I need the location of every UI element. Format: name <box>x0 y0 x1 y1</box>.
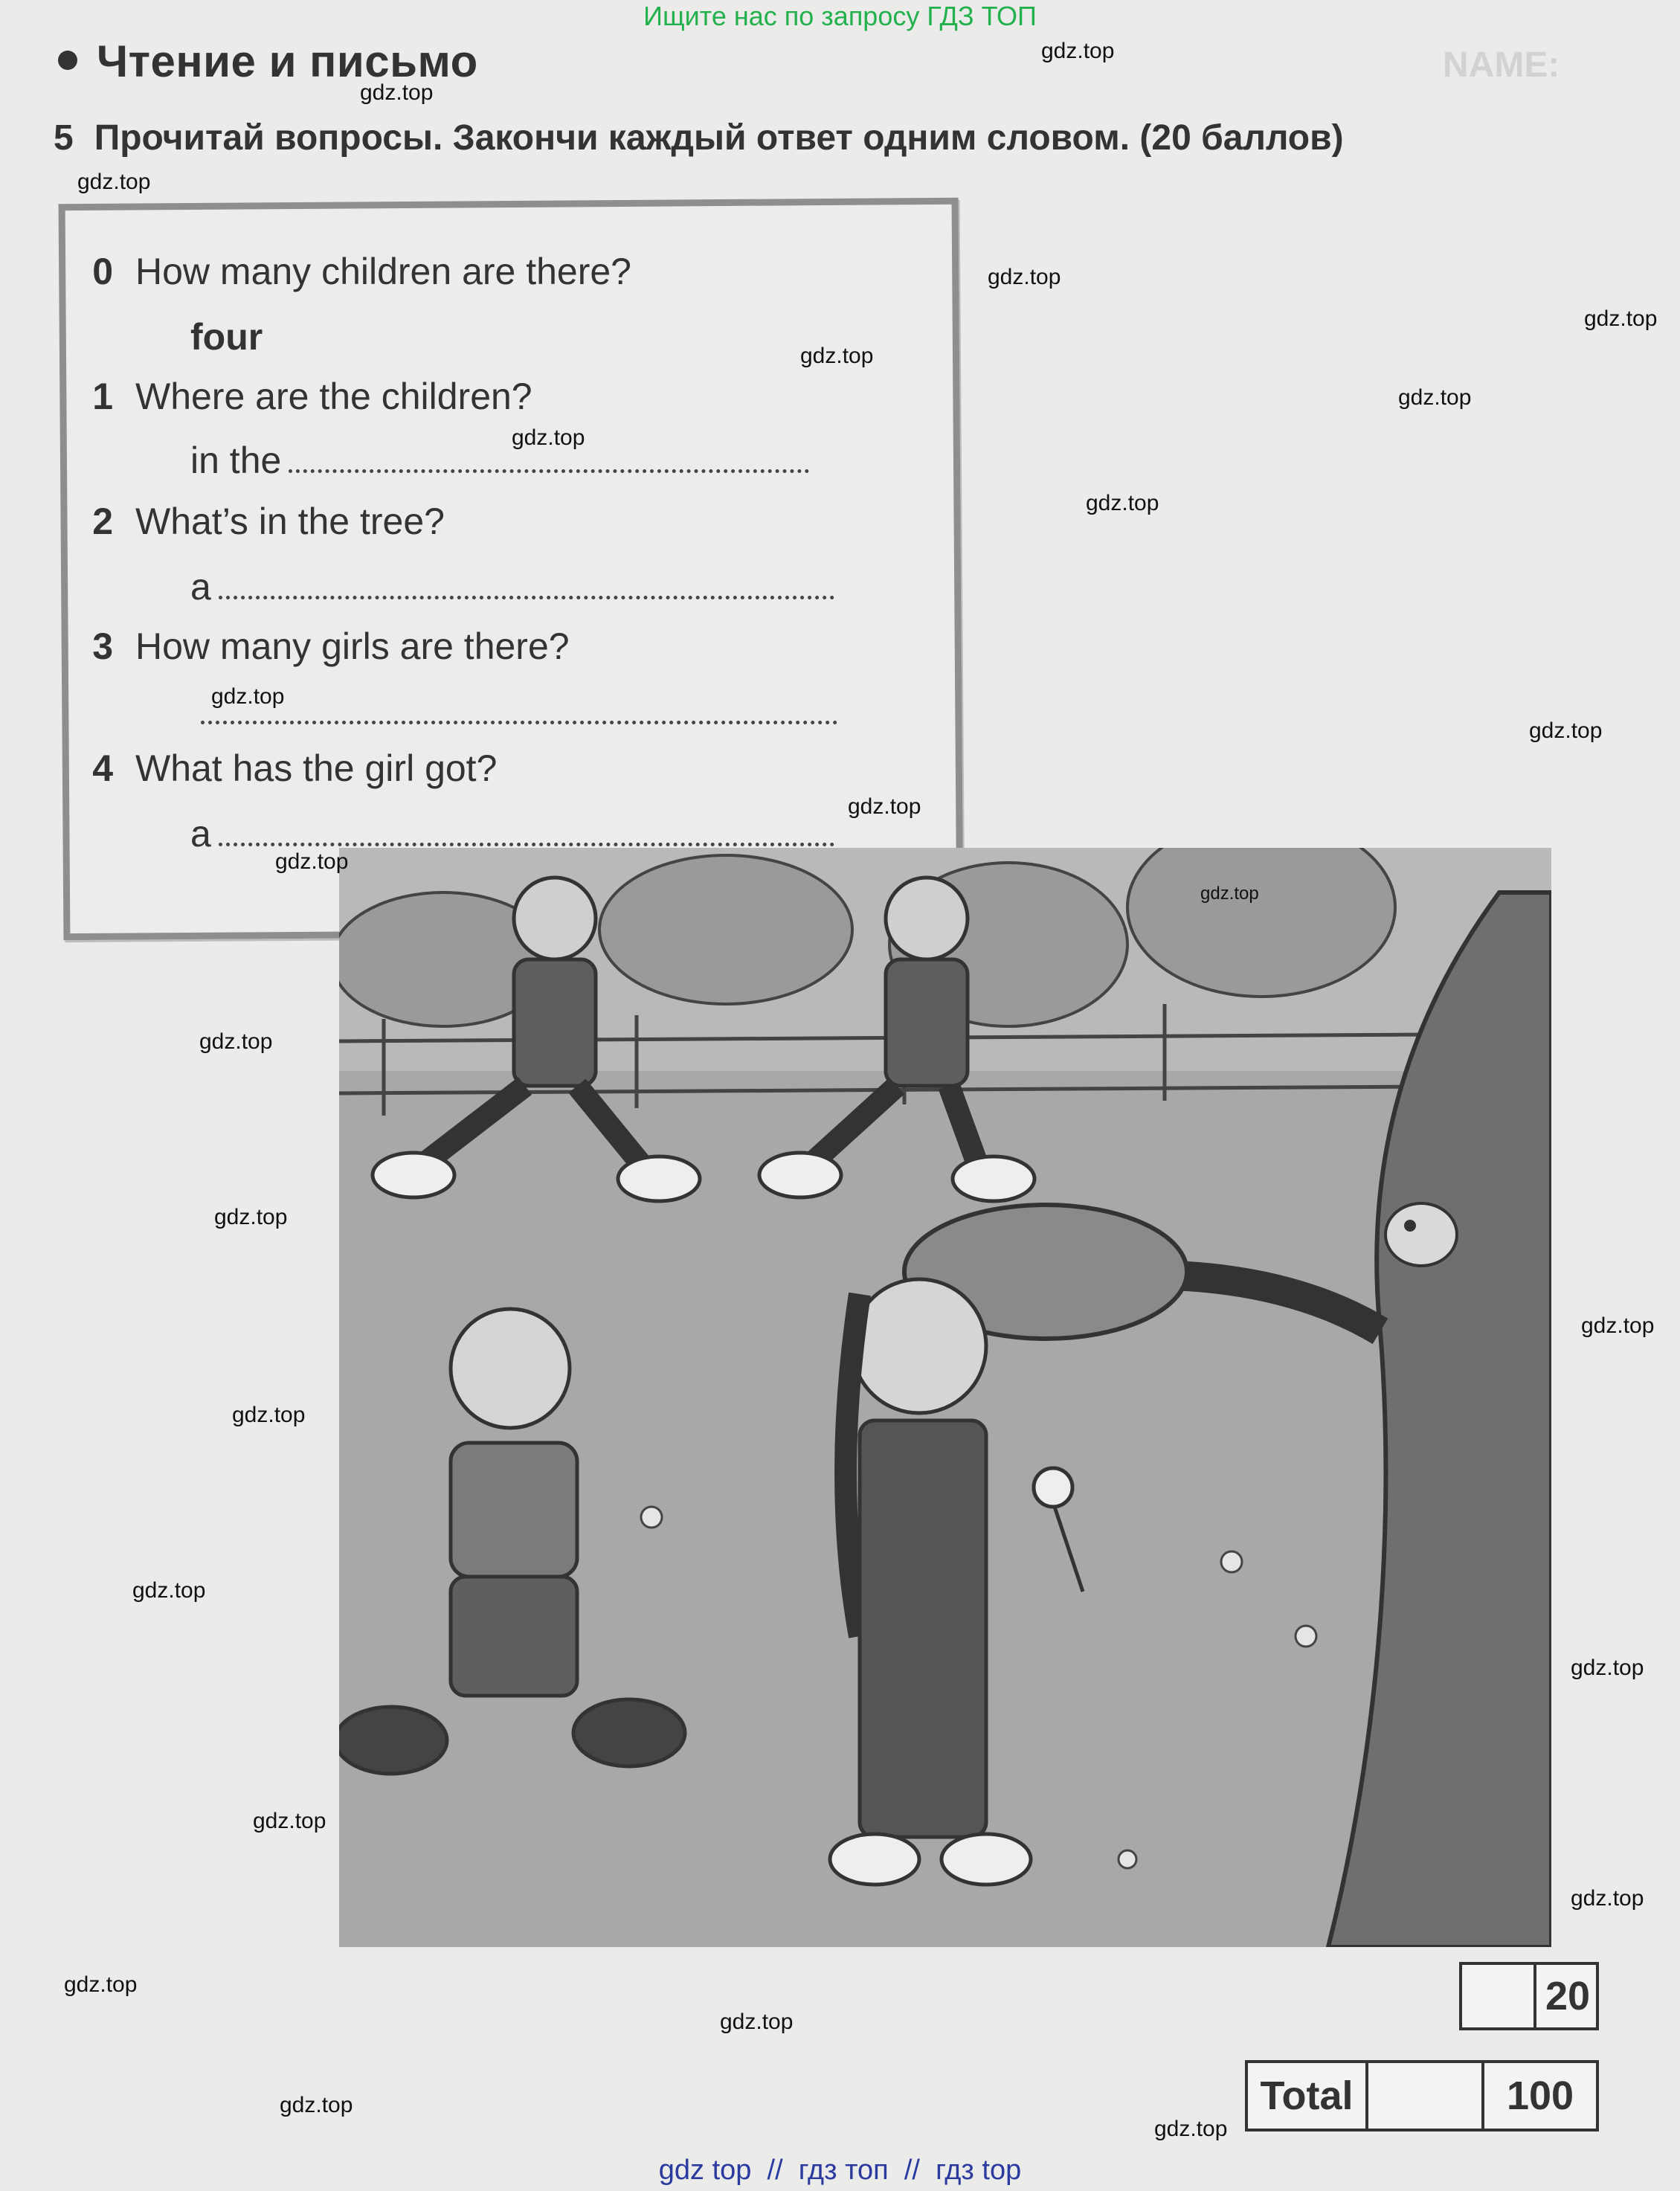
question-number: 1 <box>92 376 113 417</box>
watermark: gdz.top <box>360 80 434 105</box>
question-text: What’s in the tree? <box>135 501 445 542</box>
question-number: 2 <box>92 501 113 542</box>
answer-1[interactable] <box>190 439 809 482</box>
total-score-box <box>1245 2060 1599 2132</box>
watermark: gdz.top <box>64 1972 138 1997</box>
section-score-box <box>1459 1962 1599 2030</box>
bullet-icon <box>58 51 77 70</box>
answer-line[interactable] <box>289 451 809 473</box>
bird <box>1385 1203 1457 1266</box>
answer-2[interactable] <box>190 565 834 608</box>
instruction-text: Прочитай вопросы. Закончи каждый ответ одним словом. (20 баллов) <box>94 118 1344 158</box>
question-text: Where are the children? <box>135 376 532 417</box>
answer-prefix: in the <box>190 440 282 481</box>
watermark: gdz.top <box>275 849 349 874</box>
watermark: gdz.top <box>1571 1886 1644 1911</box>
answer-3[interactable] <box>201 690 837 733</box>
watermark: gdz.top <box>199 1029 273 1054</box>
park-illustration <box>339 848 1551 1947</box>
park-scene-drawing <box>339 848 1551 1947</box>
answer-prefix: a <box>190 566 211 608</box>
question-number: 3 <box>92 625 113 667</box>
watermark: gdz.top <box>1584 306 1658 331</box>
question-number: 4 <box>92 747 113 789</box>
watermark: gdz.top <box>512 425 585 450</box>
watermark: gdz.top <box>253 1809 326 1833</box>
top-banner[interactable]: Ищите нас по запросу ГДЗ ТОП <box>643 1 1037 31</box>
section-title <box>58 36 478 87</box>
watermark: gdz.top <box>800 344 874 368</box>
watermark: gdz.top <box>1041 39 1115 63</box>
question-text: How many children are there? <box>135 251 631 292</box>
section-title-text: Чтение и письмо <box>97 36 478 86</box>
watermark: gdz.top <box>214 1205 288 1229</box>
question-text: What has the girl got? <box>135 747 498 789</box>
max-score: 20 <box>1545 1974 1591 2018</box>
exercise-number: 5 <box>54 118 74 158</box>
bottom-banner[interactable]: gdz top // гдз топ // гдз top <box>658 2155 1022 2186</box>
watermark: gdz.top <box>720 2010 794 2034</box>
answer-line[interactable] <box>219 578 834 599</box>
watermark: gdz.top <box>1571 1656 1644 1680</box>
watermark: gdz.top <box>1154 2117 1228 2141</box>
watermark: gdz.top <box>1086 491 1159 515</box>
answer-0 <box>190 315 263 358</box>
total-label: Total <box>1248 2063 1368 2129</box>
watermark: gdz.top <box>280 2093 353 2117</box>
bleed-through-text: NAME: <box>1443 45 1560 85</box>
total-max-score: 100 <box>1506 2073 1574 2118</box>
score-input-cell[interactable] <box>1462 1965 1536 2027</box>
answer-text: four <box>190 316 263 358</box>
watermark: gdz.top <box>211 684 285 709</box>
question-text: How many girls are there? <box>135 625 570 667</box>
watermark: gdz.top <box>988 265 1061 289</box>
watermark: gdz.top <box>132 1578 206 1603</box>
total-input-cell[interactable] <box>1368 2063 1484 2129</box>
watermark: gdz.top <box>1581 1313 1655 1338</box>
watermark: gdz.top <box>1200 884 1259 904</box>
answer-prefix: a <box>190 813 211 855</box>
watermark: gdz.top <box>848 794 921 819</box>
question-number: 0 <box>92 251 113 292</box>
watermark: gdz.top <box>232 1403 306 1427</box>
watermark: gdz.top <box>1398 385 1472 410</box>
watermark: gdz.top <box>77 170 151 194</box>
watermark: gdz.top <box>1529 718 1603 743</box>
answer-line[interactable] <box>219 825 834 846</box>
answer-line[interactable] <box>201 703 837 724</box>
exercise-instruction <box>54 118 1344 158</box>
